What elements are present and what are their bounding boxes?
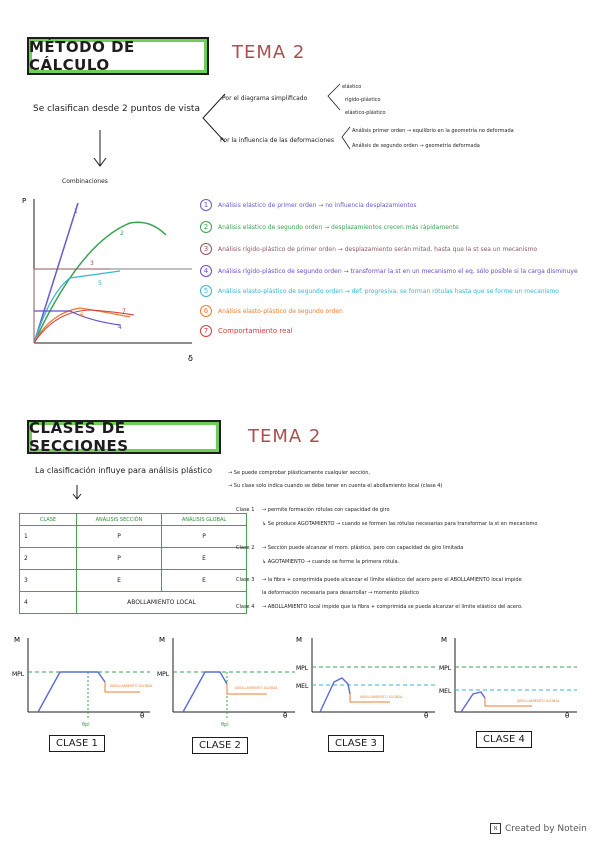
circle-number-icon: 5: [200, 285, 212, 297]
note-label: ABOLLAMIENTO GLOBAL: [110, 684, 153, 688]
mpl-label: MPL: [157, 671, 170, 678]
down-arrow-icon: [90, 128, 110, 172]
axis-m-label: M: [441, 636, 448, 644]
section2-point: → Se puede comprobar plásticamente cualquier sección,: [228, 470, 370, 476]
circle-number-icon: 4: [200, 265, 212, 277]
branch2-item: Análisis primer orden → equilibrio en la geometría no deformada: [352, 128, 514, 134]
table-cell: E: [77, 570, 162, 592]
table-row: [20, 526, 247, 548]
combinaciones-label: Combinaciones: [62, 178, 108, 185]
circle-number-icon: 6: [200, 305, 212, 317]
clase-label: Clase 3: [236, 577, 255, 583]
clase-line: ↳ AGOTAMIENTO → cuando se forme la primera rótula.: [262, 559, 400, 565]
notein-logo-icon: N: [490, 823, 501, 834]
branch1-brace: [322, 82, 342, 122]
curve-label: 3: [90, 260, 94, 267]
clase-label: Clase 1: [236, 507, 255, 513]
table-header: ANÁLISIS GLOBAL: [162, 514, 247, 526]
table-header: ANÁLISIS SECCIÓN: [77, 514, 162, 526]
table-cell: 4: [20, 592, 77, 614]
legend-item: [200, 243, 537, 255]
axis-theta-label: θ: [565, 712, 570, 720]
note-label: ABOLLAMIENTO GLOBAL: [235, 686, 278, 690]
curve-label: 1: [74, 208, 78, 215]
axis-theta-label: θ: [424, 712, 429, 720]
intro-text: Se clasifican desde 2 puntos de vista: [33, 104, 200, 114]
table-cell: 1: [20, 526, 77, 548]
legend-text: Análisis rígido-plástico de primer orden → desplazamiento serán mitad, hasta que la st sea un mecanismo: [218, 245, 538, 253]
table-row: [20, 592, 247, 614]
section2-point: → Su clase solo indica cuando se debe tener en cuenta el abollamiento local (clase 4): [228, 483, 443, 489]
legend-item: [200, 285, 559, 297]
branch1-label: Por el diagrama simplificado: [222, 95, 308, 102]
section2-intro: La clasificación influye para análisis plástico: [35, 466, 213, 475]
mpl-label: MPL: [296, 665, 309, 672]
legend-text: Comportamiento real: [218, 327, 293, 335]
legend-text: Análisis elasto-plástico de segundo orden: [218, 307, 343, 315]
axis-m-label: M: [296, 636, 303, 644]
table-cell: E: [162, 548, 247, 570]
clase-line: → ABOLLAMIENTO local impide que la fibra + comprimida se pueda alcanzar el límite elástico del acero.: [262, 604, 523, 610]
class4-graph: [437, 632, 587, 727]
circle-number-icon: 2: [200, 221, 212, 233]
branch2-label: Por la influencia de las deformaciones: [220, 137, 335, 144]
clase-line: → permite formación rótulas con capacidad de giro: [262, 507, 390, 513]
brand-text: Created by Notein: [505, 823, 587, 834]
clase-line: ↳ Se produce AGOTAMIENTO → cuando se formen las rótulas necesarias para transformar la st en mecanismo: [262, 521, 538, 527]
legend-text: Análisis elástico de primer orden → no influencia desplazamientos: [218, 201, 417, 209]
section1-tema: TEMA 2: [232, 42, 306, 63]
curve-label: 2: [120, 230, 124, 237]
clase-tag: CLASE 4: [476, 731, 532, 748]
table-cell: E: [162, 570, 247, 592]
table-cell: ABOLLAMIENTO LOCAL: [77, 592, 247, 614]
clase-label: Clase 2: [236, 545, 255, 551]
section2-title: CLASES DE SECCIONES: [27, 420, 221, 454]
curve-label: 5: [98, 280, 102, 287]
axis-theta-label: θ: [283, 712, 288, 720]
curve-label: 6: [80, 312, 84, 319]
note-label: ABOLLAMIENTO GLOBAL: [517, 699, 560, 703]
table-cell: P: [162, 526, 247, 548]
legend-text: Análisis rígido-plástico de segundo orden → transformar la st en un mecanismo el eq. sólo posible si la carga disminuye: [218, 267, 578, 275]
legend-item: [200, 221, 459, 233]
table-header: CLASE: [20, 514, 77, 526]
curve-label: 4: [118, 324, 122, 331]
circle-number-icon: 3: [200, 243, 212, 255]
section2-tema: TEMA 2: [248, 426, 322, 447]
clase-tag: CLASE 3: [328, 735, 384, 752]
clase-line: la deformación necesaria para desarrollar → momento plástico: [262, 590, 419, 596]
table-row: [20, 570, 247, 592]
theta-pl-label: θpl: [82, 722, 90, 727]
down-arrow-icon: [70, 484, 84, 502]
clase-tag: CLASE 1: [49, 735, 105, 752]
axis-m-label: M: [159, 636, 166, 644]
branch1-item: elástico-plástico: [345, 110, 386, 116]
table-cell: 3: [20, 570, 77, 592]
curve-label: 7: [122, 308, 126, 315]
legend-text: Análisis elástico de segundo orden → desplazamientos crecen más rápidamente: [218, 223, 459, 231]
axis-x-label: δ: [188, 354, 193, 363]
classes-table: [19, 513, 247, 614]
theta-pl-label: θpl: [221, 722, 229, 727]
table-cell: 2: [20, 548, 77, 570]
branch2-brace: [338, 125, 352, 155]
legend-item: [200, 325, 293, 337]
clase-line: → la fibra + comprimida puede alcanzar el límite elástico del acero pero el ABOLLAMIENTO local impide: [262, 577, 522, 583]
axis-theta-label: θ: [140, 712, 145, 720]
clase-line: → Sección puede alcanzar el mom. plástico, pero con capacidad de giro limitada: [262, 545, 464, 551]
note-label: ABOLLAMIENTO GLOBAL: [360, 695, 403, 699]
legend-text: Análisis elasto-plástico de segundo orden → def. progresiva. se forman rótulas hasta que se forme un mecanismo: [218, 287, 559, 295]
footer-brand: [490, 823, 587, 834]
axis-y-label: P: [22, 197, 27, 205]
circle-number-icon: 7: [200, 325, 212, 337]
table-cell: P: [77, 548, 162, 570]
mel-label: MEL: [296, 683, 309, 690]
class2-graph: [155, 632, 305, 727]
mpl-label: MPL: [12, 671, 25, 678]
legend-item: [200, 305, 343, 317]
legend-item: [200, 265, 578, 277]
branch1-item: rígido-plástico: [345, 97, 381, 103]
clase-label: Clase 4: [236, 604, 255, 610]
mpl-label: MPL: [439, 665, 452, 672]
axis-m-label: M: [14, 636, 21, 644]
class1-graph: [10, 632, 160, 727]
branch2-item: Análisis de segundo orden → geometría deformada: [352, 143, 480, 149]
table-row: [20, 548, 247, 570]
class3-graph: [290, 632, 440, 727]
mel-label: MEL: [439, 688, 452, 695]
branch1-item: elástico: [342, 84, 362, 90]
table-cell: P: [77, 526, 162, 548]
clase-tag: CLASE 2: [192, 737, 248, 754]
section1-title: MÉTODO DE CÁLCULO: [27, 37, 209, 75]
circle-number-icon: 1: [200, 199, 212, 211]
legend-item: [200, 199, 416, 211]
load-displacement-graph: [20, 193, 200, 363]
